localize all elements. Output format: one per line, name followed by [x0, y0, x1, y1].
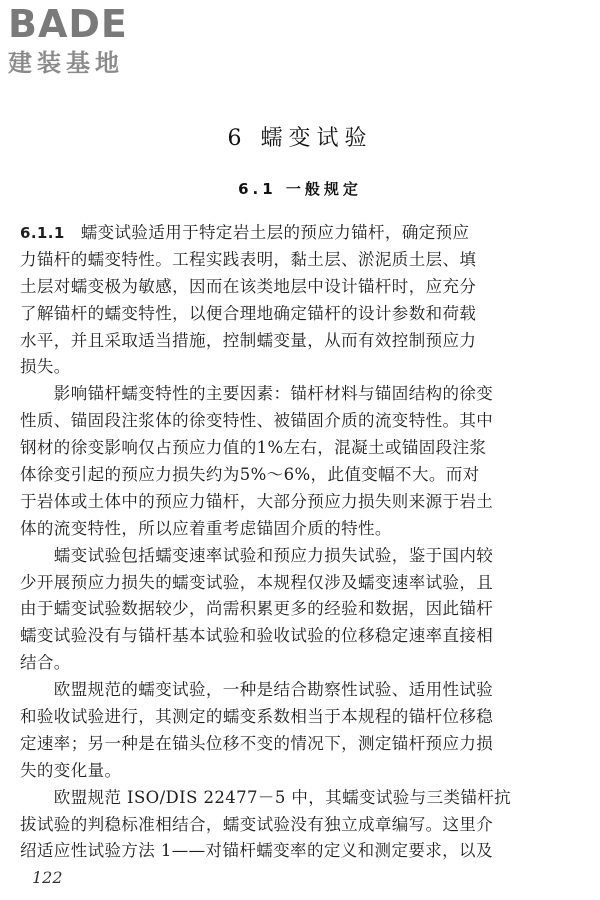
text-line: 了解锚杆的蠕变特性，以便合理地确定锚杆的设计参数和荷载 — [20, 303, 477, 323]
text-line: 结合。 — [20, 653, 71, 673]
clause-number: 6.1.1 — [20, 224, 65, 242]
text-line: 土层对蠕变极为敏感，因而在该类地层中设计锚杆时，应充分 — [20, 276, 477, 296]
text-line: 欧盟规范的蠕变试验，一种是结合勘察性试验、适用性试验 — [20, 680, 494, 700]
text-line: 和验收试验进行，其测定的蠕变系数相当于本规程的锚杆位移稳 — [20, 707, 494, 727]
text-line: 影响锚杆蠕变特性的主要因素：锚杆材料与锚固结构的徐变 — [20, 384, 494, 404]
body-text — [20, 220, 580, 865]
text-line: 拔试验的判稳标准相结合，蠕变试验没有独立成章编写。这里介 — [20, 814, 494, 834]
watermark-chinese-text: 建装基地 — [8, 49, 124, 77]
text-line: 性质、锚固段注浆体的徐变特性、被锚固介质的流变特性。其中 — [20, 411, 494, 431]
text-line: 力锚杆的蠕变特性。工程实践表明，黏土层、淤泥质土层、填 — [20, 249, 477, 269]
text-line: 蠕变试验没有与锚杆基本试验和验收试验的位移稳定速率直接相 — [20, 626, 494, 646]
text-line: 钢材的徐变影响仅占预应力值的1%左右，混凝土或锚固段注浆 — [20, 438, 487, 458]
text-line: 损失。 — [20, 357, 71, 377]
text-line: 少开展预应力损失的蠕变试验，本规程仅涉及蠕变速率试验，且 — [20, 572, 494, 592]
text-line: 体徐变引起的预应力损失约为5%～6%，此值变幅不大。而对 — [20, 465, 480, 485]
text-line: 体的流变特性，所以应着重考虑锚固介质的特性。 — [20, 518, 392, 538]
text-line: 由于蠕变试验数据较少，尚需积累更多的经验和数据，因此锚杆 — [20, 599, 494, 619]
bade-watermark-logo — [8, 4, 178, 84]
text-line: 于岩体或土体中的预应力锚杆，大部分预应力损失则来源于岩土 — [20, 491, 494, 511]
text-line: 水平，并且采取适当措施，控制蠕变量，从而有效控制预应力 — [20, 330, 477, 350]
text-line: 欧盟规范 ISO/DIS 22477－5 中，其蠕变试验与三类锚杆抗 — [20, 787, 512, 807]
text-line: 失的变化量。 — [20, 760, 122, 780]
page-number: 122 — [32, 868, 63, 887]
watermark-latin-text: BADE — [8, 2, 128, 46]
text-line — [20, 220, 580, 247]
text-line: 绍适应性试验方法 1——对锚杆蠕变率的定义和测定要求，以及 — [20, 841, 493, 861]
chapter-title: 6 蠕变试验 — [227, 126, 373, 151]
section-title: 6.1 一般规定 — [238, 180, 362, 198]
text-line: 蠕变试验包括蠕变速率试验和预应力损失试验，鉴于国内较 — [20, 545, 494, 565]
text-line: 定速率；另一种是在锚头位移不变的情况下，测定锚杆预应力损 — [20, 733, 494, 753]
text-line-content: 蠕变试验适用于特定岩土层的预应力锚杆，确定预应 — [80, 223, 470, 242]
